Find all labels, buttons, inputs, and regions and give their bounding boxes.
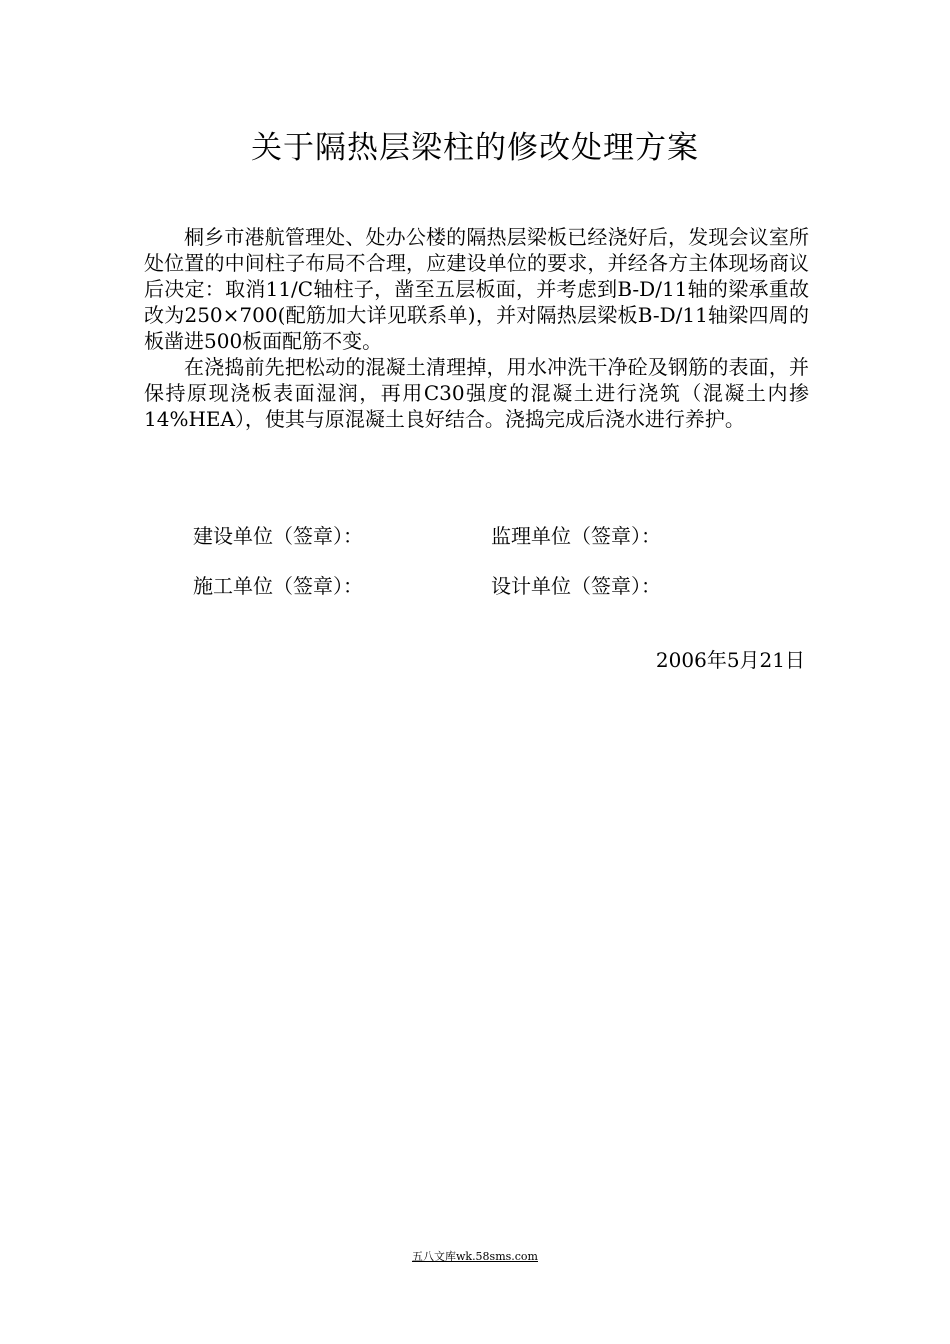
signature-row-2 (193, 573, 661, 599)
signature-contractor: 施工单位（签章）： (193, 574, 363, 598)
document-body (144, 224, 809, 432)
document-title: 关于隔热层梁柱的修改处理方案 (251, 130, 699, 166)
signature-supervision: 监理单位（签章）： (491, 524, 661, 548)
footer (0, 1250, 950, 1264)
signature-construction-owner: 建设单位（签章）： (193, 524, 363, 548)
footer-link[interactable]: 五八文库wk.58sms.com (411, 1250, 538, 1263)
signature-design: 设计单位（签章）： (491, 574, 661, 598)
signature-row-1 (193, 523, 661, 549)
paragraph-2: 在浇捣前先把松动的混凝土清理掉，用水冲洗干净砼及钢筋的表面，并保持原现浇板表面湿润，再用C30强度的混凝土进行浇筑（混凝土内掺14%HEA），使其与原混凝土良好结合。浇捣完成后浇水进行养护。 (144, 355, 809, 431)
paragraph-1: 桐乡市港航管理处、处办公楼的隔热层梁板已经浇好后，发现会议室所处位置的中间柱子布局不合理，应建设单位的要求，并经各方主体现场商议后决定：取消11/C轴柱子，凿至五层板面，并考虑到B-D/11轴的梁承重故改为250×700(配筋加大详见联系单)，并对隔热层梁板B-D/11轴梁四周的板凿进500板面配筋不变。 (144, 225, 809, 353)
document-date: 2006年5月21日 (655, 648, 805, 672)
